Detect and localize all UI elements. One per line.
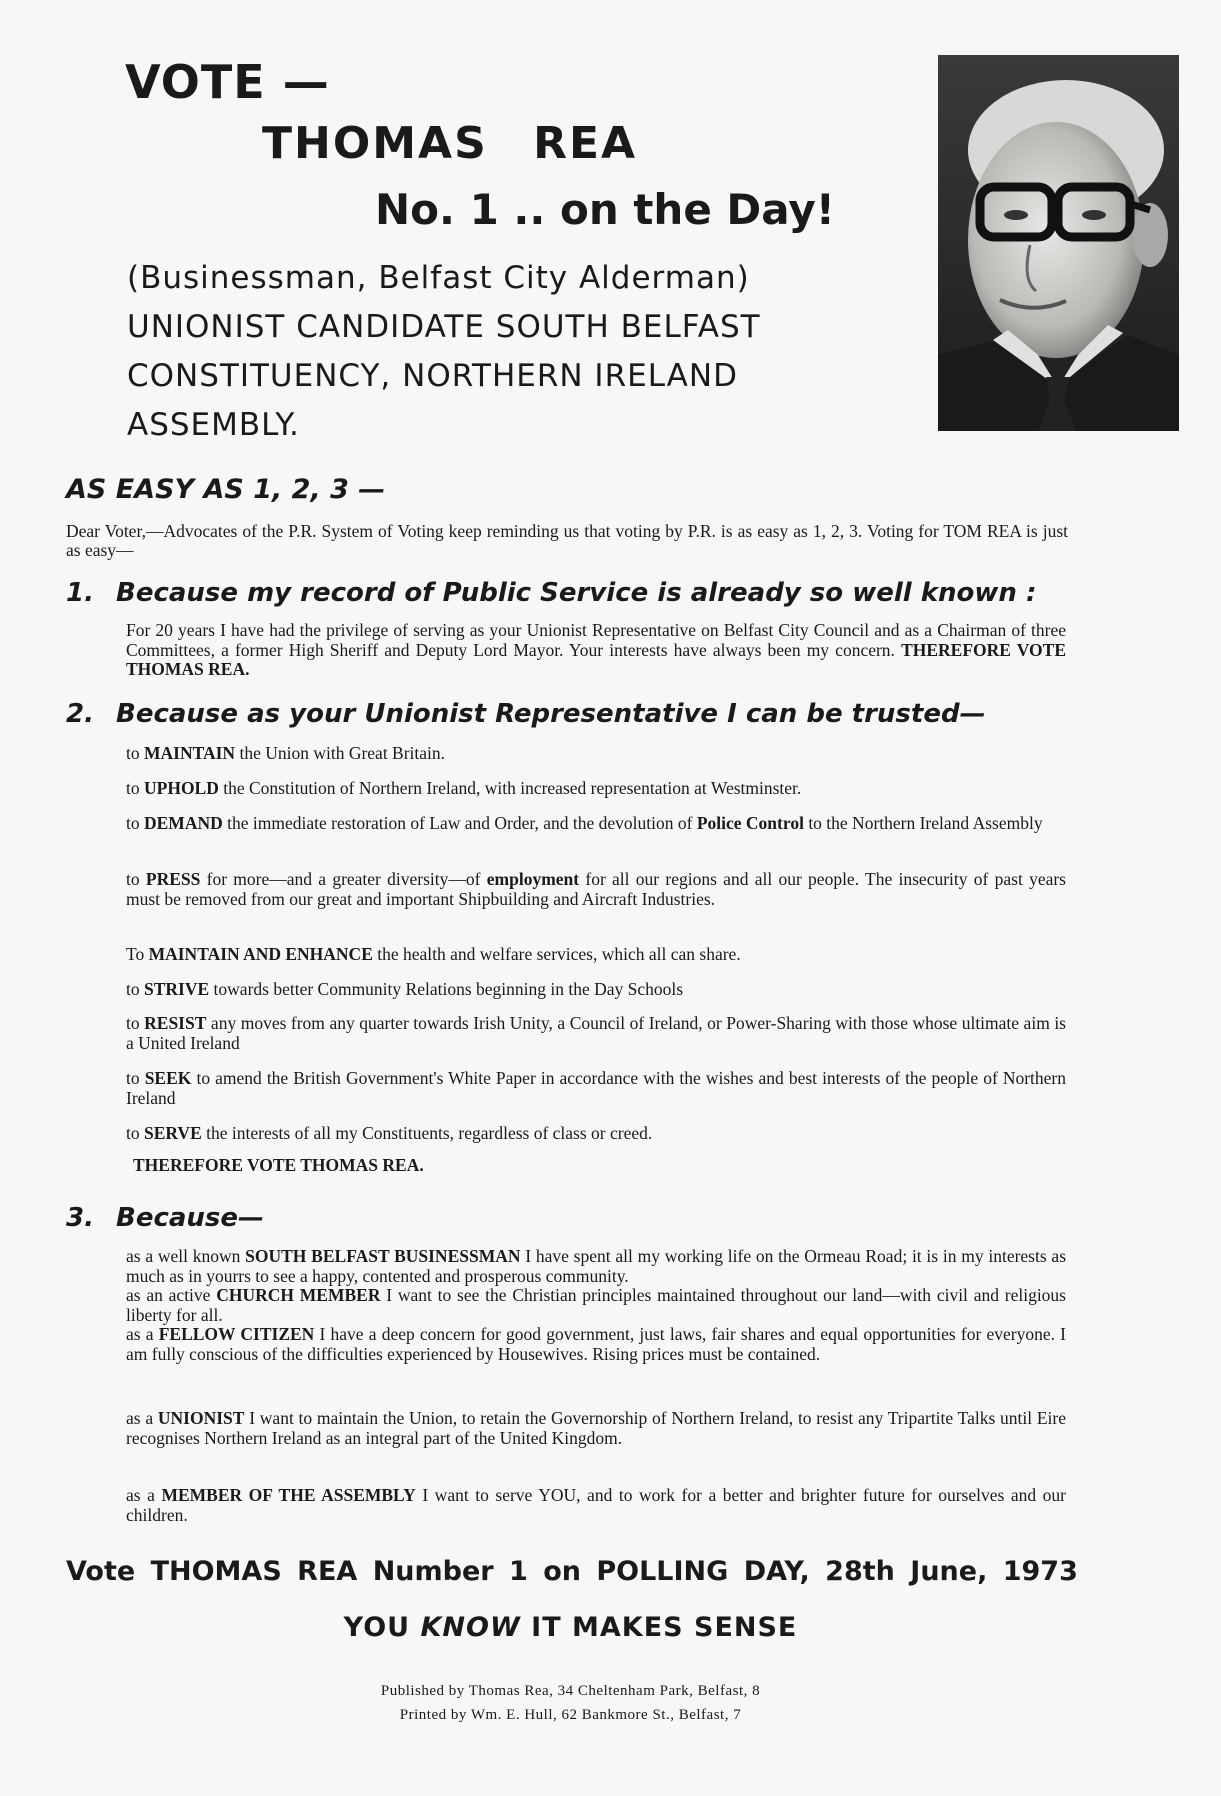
description-line: CONSTITUENCY, NORTHERN IRELAND	[127, 358, 738, 394]
portrait-image	[938, 55, 1179, 431]
pledge-rest: the health and welfare services, which all can share.	[377, 944, 741, 964]
therefore-vote	[133, 1156, 1073, 1176]
section-title: Because—	[116, 1203, 265, 1233]
section-title: Because as your Unionist Representative I can be trusted—	[116, 699, 986, 729]
section-1-heading	[66, 578, 1036, 608]
section-1-text	[126, 621, 1066, 680]
pledge-lead: to	[126, 1068, 140, 1088]
pledge-key: Police Control	[696, 813, 804, 833]
pledge-item	[126, 945, 1066, 965]
section-3-heading	[66, 1203, 264, 1233]
slogan-emphasis: KNOW	[420, 1612, 521, 1643]
pledge-rest: the Union with Great Britain.	[239, 743, 446, 763]
pledge-item	[126, 980, 1066, 1000]
easy-heading: AS EASY AS 1, 2, 3 —	[66, 474, 386, 505]
pledge-item	[126, 1124, 1066, 1144]
therefore-vote: THEREFORE VOTE THOMAS REA.	[126, 639, 1066, 679]
pledge-key: STRIVE	[144, 979, 210, 999]
because-key: MEMBER OF THE ASSEMBLY	[161, 1485, 416, 1505]
candidate-name: THOMAS REA	[262, 118, 638, 169]
pledge-item	[126, 1069, 1066, 1108]
pledge-lead: To	[126, 944, 145, 964]
because-key: CHURCH MEMBER	[216, 1285, 381, 1305]
description-line: ASSEMBLY.	[127, 407, 300, 443]
pledge-item	[126, 870, 1066, 909]
because-lead: as an active	[126, 1285, 211, 1305]
because-item	[126, 1486, 1066, 1525]
pledge-key: SEEK	[144, 1068, 192, 1088]
pledge-key: DEMAND	[144, 813, 223, 833]
because-rest: I have a deep concern for good government, just laws, fair shares and equal opportunities for everyone. I am fully conscious of the difficulties experienced by Housewives. Rising prices must be contained.	[126, 1324, 1067, 1364]
pledge-key: employment	[486, 869, 580, 889]
because-lead: as a	[126, 1324, 154, 1344]
pledge-rest: for all our regions and all our people. The insecurity of past years must be removed from our great and important Shipbuilding and Aircraft Industries.	[126, 869, 1066, 909]
makes-sense-slogan	[0, 1612, 1141, 1643]
because-rest: I want to see the Christian principles maintained throughout our land—with civil and religious liberty for all.	[126, 1285, 1066, 1325]
because-key: UNIONIST	[157, 1408, 245, 1428]
pledge-item	[126, 744, 1066, 764]
pledge-lead: to	[126, 778, 140, 798]
because-rest: I want to maintain the Union, to retain the Governorship of Northern Ireland, to resist any Tripartite Talks until Eire recognises Northern Ireland as an integral part of the United Kingdom.	[126, 1408, 1067, 1448]
pledge-lead: to	[126, 813, 140, 833]
intro-paragraph: Dear Voter,—Advocates of the P.R. System of Voting keep reminding us that voting by P.R. is as easy as 1, 2, 3. Voting for TOM REA is just as easy—	[66, 521, 1068, 560]
description-line: (Businessman, Belfast City Alderman)	[127, 260, 750, 296]
pledge-lead: to	[126, 979, 140, 999]
pledge-lead: to	[126, 869, 140, 889]
number-one-slogan: No. 1 .. on the Day!	[375, 185, 835, 234]
section-title: Because my record of Public Service is already so well known :	[116, 578, 1037, 608]
published-by: Published by Thomas Rea, 34 Cheltenham Park, Belfast, 8	[380, 1683, 761, 1699]
slogan-part: IT MAKES SENSE	[531, 1612, 798, 1643]
because-key: FELLOW CITIZEN	[158, 1324, 315, 1344]
pledge-key: SERVE	[144, 1123, 202, 1143]
section-2-heading	[66, 699, 986, 729]
pledge-rest: to the Northern Ireland Assembly	[808, 813, 1043, 833]
pledge-rest: the Constitution of Northern Ireland, with increased representation at Westminster.	[223, 778, 802, 798]
pledge-key: MAINTAIN	[144, 743, 236, 763]
vote-heading: VOTE —	[125, 55, 330, 109]
pledge-lead: to	[126, 1013, 140, 1033]
pledge-lead: to	[126, 743, 140, 763]
because-rest: I have spent all my working life on the Ormeau Road; it is in my interests as much as in yourrs to see a happy, contented and prosperous community.	[126, 1246, 1066, 1286]
because-item	[126, 1325, 1066, 1364]
section-number: 1.	[66, 578, 94, 608]
pledge-item	[126, 1014, 1066, 1053]
because-key: SOUTH BELFAST BUSINESSMAN	[245, 1246, 521, 1266]
because-rest: I want to serve YOU, and to work for a better and brighter future for ourselves and our children.	[126, 1485, 1066, 1525]
pledge-key: MAINTAIN AND ENHANCE	[148, 944, 373, 964]
pledge-rest: to amend the British Government's White Paper in accordance with the wishes and best interests of the people of Northern Ireland	[126, 1068, 1067, 1108]
because-item	[126, 1247, 1066, 1286]
pledge-item	[126, 814, 1066, 834]
pledge-rest: for more—and a greater diversity—of	[206, 869, 481, 889]
slogan-part: YOU	[343, 1612, 411, 1643]
candidate-photo	[938, 55, 1179, 431]
printed-by: Printed by Wm. E. Hull, 62 Bankmore St., Belfast, 7	[399, 1707, 742, 1723]
because-item	[126, 1409, 1066, 1448]
pledge-item	[126, 779, 1066, 799]
polling-day-line: Vote THOMAS REA Number 1 on POLLING DAY, 28th June, 1973	[66, 1556, 1078, 1587]
because-block	[126, 1247, 1066, 1364]
section-number: 3.	[66, 1203, 94, 1233]
pledge-key: UPHOLD	[144, 778, 219, 798]
because-lead: as a well known	[126, 1246, 241, 1266]
therefore-vote-text: THEREFORE VOTE THOMAS REA.	[133, 1155, 424, 1175]
pledge-rest: the immediate restoration of Law and Order, and the devolution of	[227, 813, 693, 833]
pledge-lead: to	[126, 1123, 140, 1143]
pledge-rest: any moves from any quarter towards Irish Unity, a Council of Ireland, or Power-Sharing with those whose ultimate aim is a United Ireland	[126, 1013, 1066, 1053]
because-lead: as a	[126, 1408, 154, 1428]
candidate-description	[127, 254, 887, 450]
section-number: 2.	[66, 699, 94, 729]
because-item	[126, 1286, 1066, 1325]
pledge-rest: the interests of all my Constituents, regardless of class or creed.	[206, 1123, 653, 1143]
pledge-rest: towards better Community Relations beginning in the Day Schools	[213, 979, 684, 999]
pledge-key: PRESS	[145, 869, 201, 889]
because-lead: as a	[126, 1485, 155, 1505]
record-text: For 20 years I have had the privilege of serving as your Unionist Representative on Belfast City Council and as a Chairman of three Committees, a former High Sheriff and Deputy Lord Mayor. Your interests have always been my concern.	[126, 620, 1066, 660]
pledge-key: RESIST	[144, 1013, 207, 1033]
description-line: UNIONIST CANDIDATE SOUTH BELFAST	[127, 309, 761, 345]
